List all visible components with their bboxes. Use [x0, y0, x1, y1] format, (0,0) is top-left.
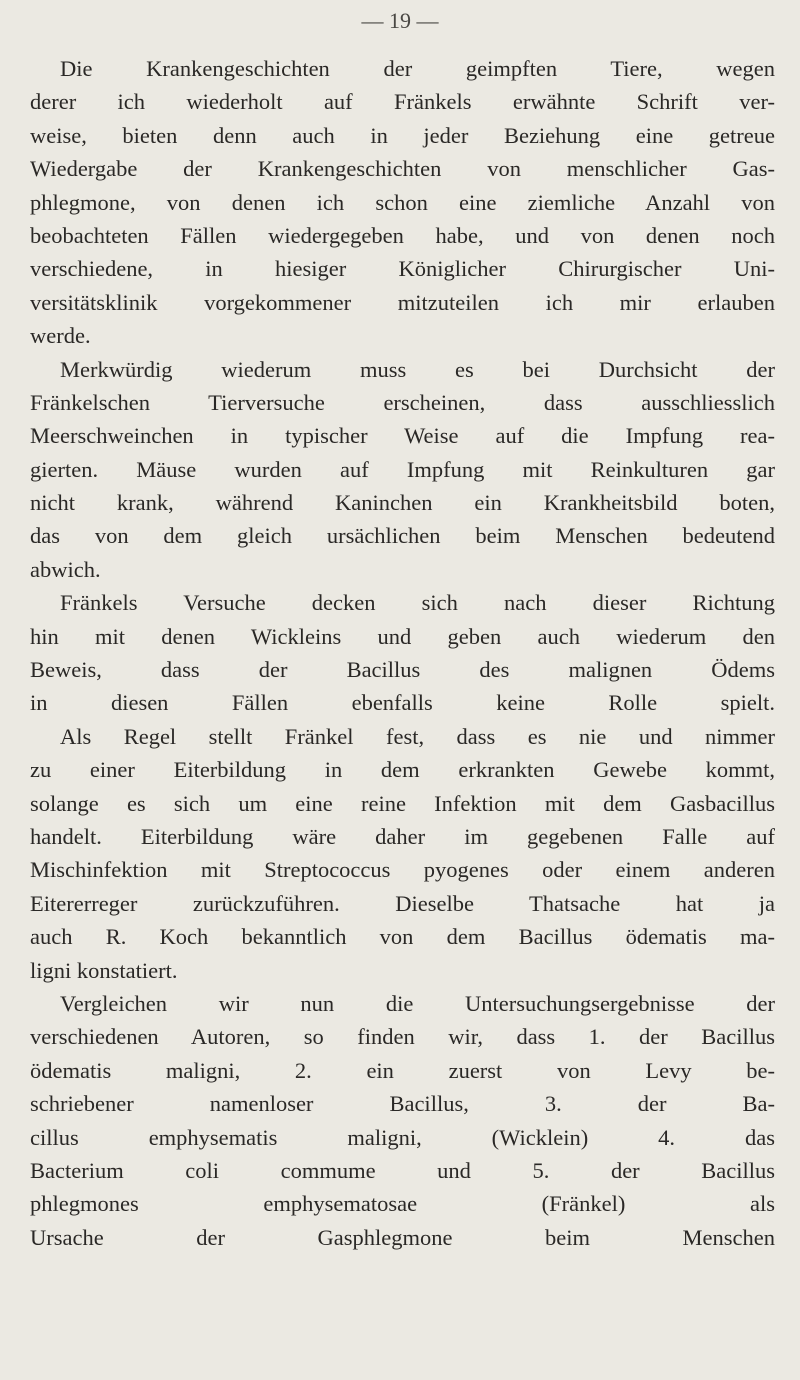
text-line: Fränkels Versuche decken sich nach dieser Richtung [60, 590, 775, 616]
text-line: Fränkelschen Tierversuche erscheinen, dass ausschliesslich [30, 389, 775, 415]
text-line: cillus emphysematis maligni, (Wicklein) 4. das [30, 1124, 775, 1150]
text-line: werde. [30, 323, 91, 349]
text-line: Mischinfektion mit Streptococcus pyogenes oder einem anderen [30, 857, 775, 883]
text-line: Wiedergabe der Krankengeschichten von menschlicher Gas- [30, 156, 775, 182]
text-line: schriebener namenloser Bacillus, 3. der Ba- [30, 1091, 775, 1117]
page-number: — 19 — [361, 8, 439, 33]
text-line: verschiedene, in hiesiger Königlicher Chirurgischer Uni- [30, 256, 775, 282]
text-line: ligni konstatiert. [30, 957, 178, 983]
text-line: handelt. Eiterbildung wäre daher im gegebenen Falle auf [30, 823, 775, 849]
text-line: solange es sich um eine reine Infektion mit dem Gasbacillus [30, 790, 775, 816]
body-text [30, 52, 775, 1254]
text-line: Als Regel stellt Fränkel fest, dass es nie und nimmer [60, 723, 775, 749]
text-line: Merkwürdig wiederum muss es bei Durchsicht der [60, 356, 775, 382]
text-line: verschiedenen Autoren, so finden wir, dass 1. der Bacillus [30, 1024, 775, 1050]
text-line: derer ich wiederholt auf Fränkels erwähnte Schrift ver- [30, 89, 775, 115]
text-line: versitätsklinik vorgekommener mitzuteilen ich mir erlauben [30, 289, 775, 315]
text-line: beobachteten Fällen wiedergegeben habe, und von denen noch [30, 222, 775, 248]
text-line: auch R. Koch bekanntlich von dem Bacillus ödematis ma- [30, 924, 775, 950]
text-line: Vergleichen wir nun die Untersuchungsergebnisse der [60, 990, 775, 1016]
text-line: zu einer Eiterbildung in dem erkrankten Gewebe kommt, [30, 757, 775, 783]
text-line: phlegmone, von denen ich schon eine ziemliche Anzahl von [30, 189, 775, 215]
text-line: abwich. [30, 556, 101, 582]
text-line: Bacterium coli commume und 5. der Bacillus [30, 1157, 775, 1183]
text-line: Meerschweinchen in typischer Weise auf die Impfung rea- [30, 423, 775, 449]
text-line: nicht krank, während Kaninchen ein Krankheitsbild boten, [30, 490, 775, 516]
text-line: phlegmones emphysematosae (Fränkel) als [30, 1191, 775, 1217]
text-line: gierten. Mäuse wurden auf Impfung mit Reinkulturen gar [30, 456, 775, 482]
text-line: Beweis, dass der Bacillus des malignen Ödems [30, 657, 775, 683]
text-line: ödematis maligni, 2. ein zuerst von Levy be- [30, 1057, 775, 1083]
text-line: Eitererreger zurückzuführen. Dieselbe Thatsache hat ja [30, 890, 775, 916]
text-line: weise, bieten denn auch in jeder Beziehung eine getreue [30, 122, 775, 148]
text-line: hin mit denen Wickleins und geben auch wiederum den [30, 623, 775, 649]
text-line: Die Krankengeschichten der geimpften Tiere, wegen [60, 56, 775, 81]
text-line: in diesen Fällen ebenfalls keine Rolle spielt. [30, 690, 775, 716]
text-line: das von dem gleich ursächlichen beim Menschen bedeutend [30, 523, 775, 549]
text-line: Ursache der Gasphlegmone beim Menschen [30, 1224, 775, 1250]
